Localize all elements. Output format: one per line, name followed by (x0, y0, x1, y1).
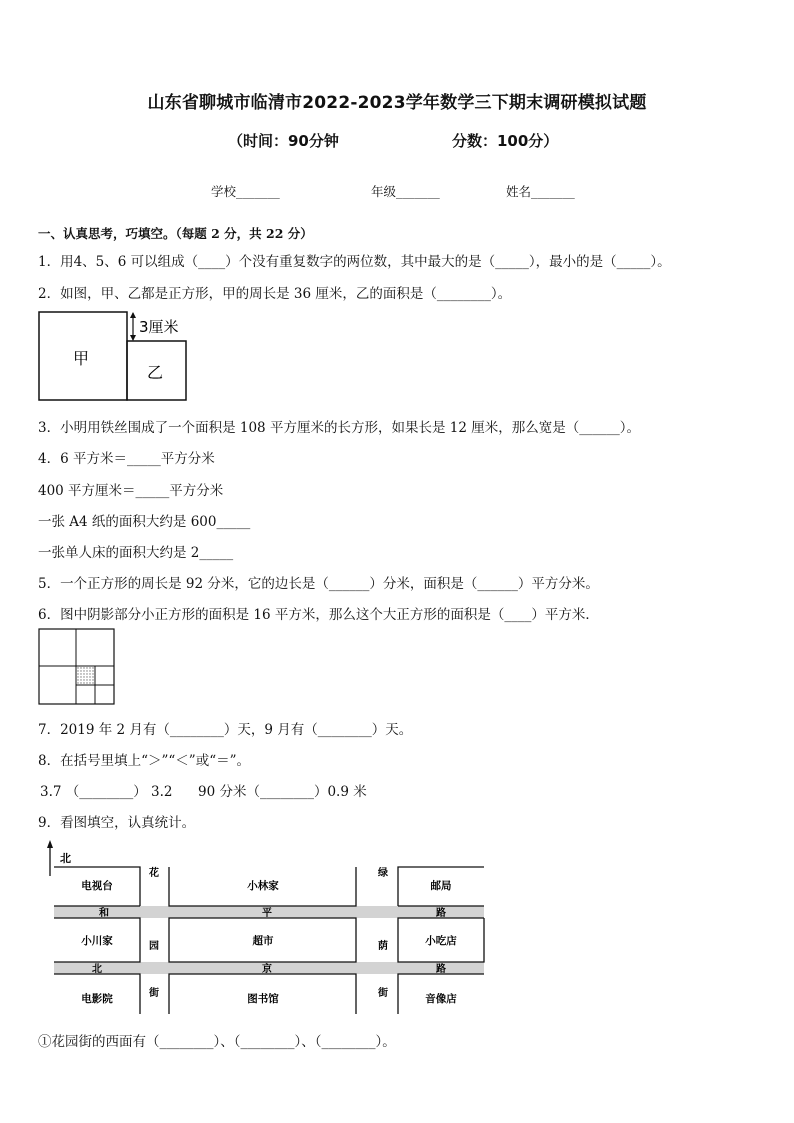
school-field: 学校_______ (211, 184, 280, 199)
grade-field: 年级_______ (371, 184, 440, 199)
place-audio-store: 音像店 (425, 993, 457, 1005)
name-field: 姓名_______ (506, 184, 575, 199)
label-yi: 乙 (147, 363, 164, 382)
squares-figure (38, 308, 198, 403)
road-char: 和 (99, 908, 109, 919)
grid-square-figure (38, 628, 118, 708)
score-label: 分数：100分） (452, 132, 559, 150)
question-8a: 3.7 （________） 3.2 (40, 784, 173, 800)
north-arrow-icon (47, 840, 53, 848)
section-heading: 一、认真思考，巧填空。（每题 2 分，共 22 分） (38, 226, 313, 241)
page-title: 山东省聊城市临清市2022-2023学年数学三下期末调研模拟试题 (147, 93, 647, 113)
question-9: 9．看图填空，认真统计。 (38, 815, 196, 831)
road-char: 北 (92, 964, 102, 975)
arrow-down-icon (130, 335, 136, 341)
street-char: 园 (149, 941, 159, 952)
question-1: 1．用4、5、6 可以组成（____）个没有重复数字的两位数，其中最大的是（_____），最小的是（_____）。 (38, 254, 671, 270)
street-char: 街 (149, 988, 159, 999)
road-char: 京 (262, 964, 272, 975)
place-xiaolin-home: 小林家 (247, 880, 279, 892)
street-char: 荫 (378, 941, 388, 952)
street-char: 街 (378, 988, 388, 999)
time-label: （时间：90分钟 (228, 132, 339, 150)
question-5: 5．一个正方形的周长是 92 分米，它的边长是（______）分米，面积是（______）平方分米。 (38, 576, 599, 592)
place-tv-station: 电视台 (81, 880, 113, 892)
road-char: 路 (436, 908, 446, 919)
place-xiaochuan-home: 小川家 (81, 935, 113, 947)
question-4d: 一张单人床的面积大约是 2_____ (38, 545, 234, 561)
street-char: 花 (149, 868, 159, 879)
place-supermarket: 超市 (252, 935, 274, 947)
street-map (44, 838, 490, 1018)
question-3: 3．小明用铁丝围成了一个面积是 108 平方厘米的长方形，如果长是 12 厘米，那么宽是（______）。 (38, 420, 640, 436)
question-9-1: ①花园街的西面有（________）、（________）、（________）。 (38, 1034, 396, 1050)
label-jia: 甲 (73, 349, 90, 368)
question-2: 2．如图，甲、乙都是正方形，甲的周长是 36 厘米，乙的面积是（________）。 (38, 286, 512, 302)
dimension-label: 3厘米 (139, 318, 179, 336)
question-4a: 4．6 平方米＝_____平方分米 (38, 451, 215, 467)
question-8b: 90 分米（________）0.9 米 (198, 784, 367, 800)
question-4b: 400 平方厘米＝_____平方分米 (38, 483, 224, 499)
shaded-square (76, 666, 95, 685)
street-char: 绿 (378, 868, 388, 879)
question-4c: 一张 A4 纸的面积大约是 600_____ (38, 514, 251, 530)
place-post-office: 邮局 (430, 880, 452, 892)
place-snack-shop: 小吃店 (425, 935, 457, 947)
question-6: 6．图中阴影部分小正方形的面积是 16 平方米，那么这个大正方形的面积是（____）平方米． (38, 607, 599, 623)
road-char: 平 (262, 908, 272, 919)
question-7: 7．2019 年 2 月有（________）天，9 月有（________）天。 (38, 722, 413, 738)
question-8: 8．在括号里填上“＞”“＜”或“＝”。 (38, 753, 250, 769)
place-cinema: 电影院 (81, 993, 113, 1005)
road-char: 路 (436, 964, 446, 975)
place-library: 图书馆 (247, 993, 279, 1005)
north-label: 北 (60, 852, 71, 865)
arrow-up-icon (130, 312, 136, 318)
